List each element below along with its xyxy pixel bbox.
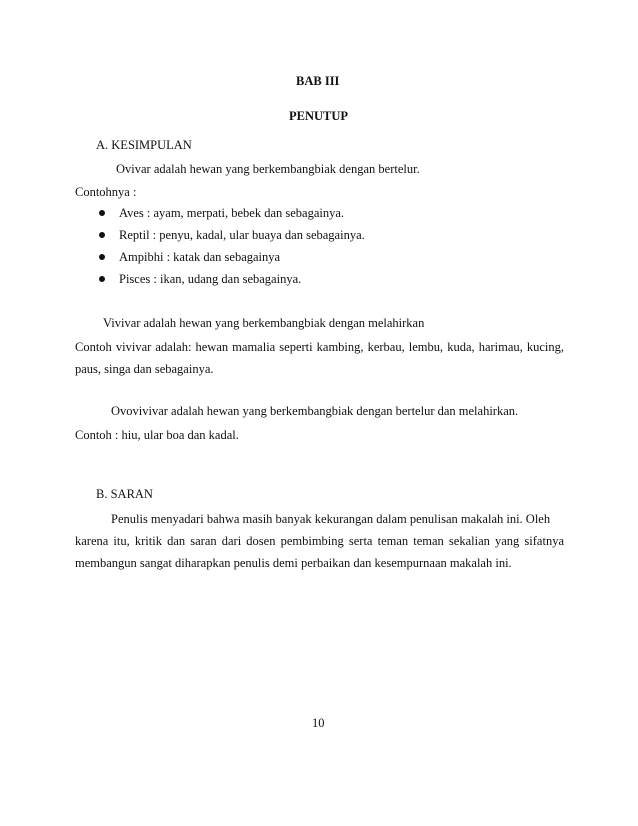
- ovipar-sentence: Ovivar adalah hewan yang berkembangbiak dengan bertelur.: [116, 162, 420, 176]
- list-item-text: Reptil : penyu, kadal, ular buaya dan sebagainya.: [119, 228, 365, 242]
- bullet-icon: [99, 254, 105, 260]
- list-item-text: Aves : ayam, merpati, bebek dan sebagainya.: [119, 206, 345, 220]
- saran-line-1: Penulis menyadari bahwa masih banyak kekurangan dalam penulisan makalah ini. Oleh: [111, 512, 551, 526]
- vivipar-example-line-2: paus, singa dan sebagainya.: [75, 362, 214, 376]
- list-item-text: Ampibhi : katak dan sebagainya: [119, 250, 281, 264]
- list-item-text: Pisces : ikan, udang dan sebagainya.: [119, 272, 302, 286]
- bullet-icon: [99, 276, 105, 282]
- vivipar-sentence: Vivivar adalah hewan yang berkembangbiak dengan melahirkan: [103, 316, 425, 330]
- examples-label: Contohnya :: [75, 185, 137, 199]
- chapter-title: PENUTUP: [289, 109, 349, 123]
- ovovivipar-example: Contoh : hiu, ular boa dan kadal.: [75, 428, 239, 442]
- page-number: 10: [312, 716, 325, 730]
- saran-line-2: karena itu, kritik dan saran dari dosen pembimbing serta teman teman sekalian yang sifatnya: [75, 534, 564, 548]
- section-a-heading: A. KESIMPULAN: [96, 138, 192, 152]
- bullet-icon: [99, 232, 105, 238]
- saran-line-3: membangun sangat diharapkan penulis demi perbaikan dan kesempurnaan makalah ini.: [75, 556, 512, 570]
- bullet-icon: [99, 210, 105, 216]
- ovovivipar-sentence: Ovovivivar adalah hewan yang berkembangbiak dengan bertelur dan melahirkan.: [111, 404, 519, 418]
- vivipar-example-line-1: Contoh vivivar adalah: hewan mamalia seperti kambing, kerbau, lembu, kuda, harimau, kucing,: [75, 340, 564, 354]
- section-b-heading: B. SARAN: [96, 487, 153, 501]
- chapter-label: BAB III: [296, 74, 340, 88]
